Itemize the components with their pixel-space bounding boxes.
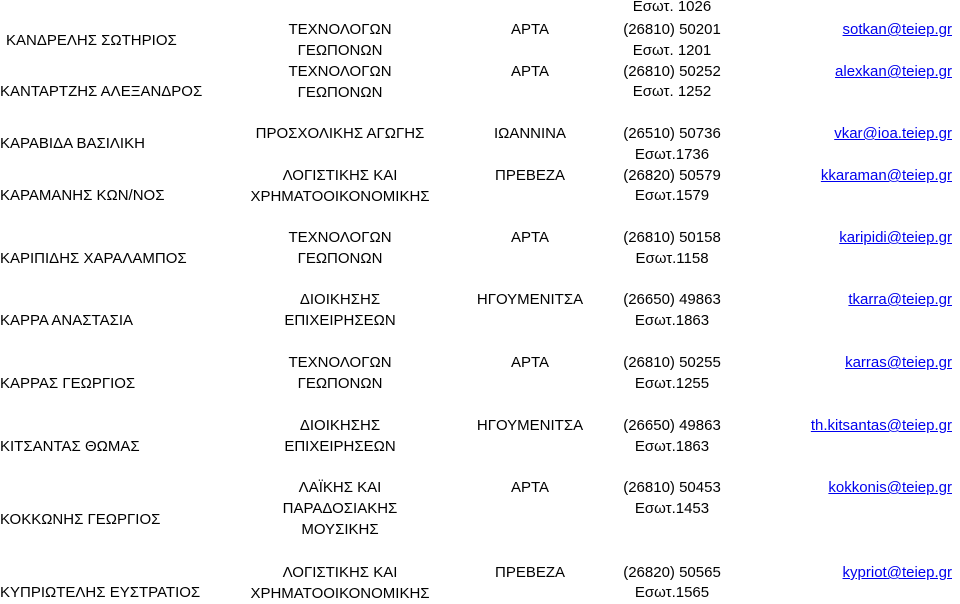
email-link[interactable]: karras@teiep.gr [845,354,952,371]
staff-name: ΚΑΝΤΑΡΤΖΗΣ ΑΛΕΞΑΝΔΡΟΣ [0,83,203,100]
staff-name: ΚΑΝΔΡΕΛΗΣ ΣΩΤΗΡΙΟΣ [6,32,177,49]
phone-extension: Εσωτ.1736 [634,146,710,163]
phone-extension: Εσωτ. 1026 [632,0,712,15]
department-line: ΛΑΪΚΗΣ ΚΑΙ [298,479,382,496]
staff-name: ΚΑΡΡΑΣ ΓΕΩΡΓΙΟΣ [0,375,136,392]
city: ΑΡΤΑ [510,354,550,371]
phone-extension: Εσωτ.1863 [634,312,710,329]
staff-name: ΚΑΡΑΜΑΝΗΣ ΚΩΝ/ΝΟΣ [0,187,165,204]
department-line: ΤΕΧΝΟΛΟΓΩΝ [288,21,392,38]
department-line: ΤΕΧΝΟΛΟΓΩΝ [288,354,392,371]
staff-name: ΚΑΡΙΠΙΔΗΣ ΧΑΡΑΛΑΜΠΟΣ [0,250,187,267]
department-line: ΧΡΗΜΑΤΟΟΙΚΟΝΟΜΙΚΗΣ [250,585,430,602]
department-line: ΤΕΧΝΟΛΟΓΩΝ [288,63,392,80]
department-line: ΔΙΟΙΚΗΣΗΣ [299,291,381,308]
department-line: ΧΡΗΜΑΤΟΟΙΚΟΝΟΜΙΚΗΣ [250,188,430,205]
phone-number: (26650) 49863 [623,417,721,434]
staff-name: ΚΑΡΡΑ ΑΝΑΣΤΑΣΙΑ [0,312,134,329]
phone-number: (26820) 50579 [623,167,721,184]
department-line: ΤΕΧΝΟΛΟΓΩΝ [288,229,392,246]
city: ΑΡΤΑ [510,229,550,246]
phone-number: (26650) 49863 [623,291,721,308]
email-link[interactable]: kokkonis@teiep.gr [828,479,952,496]
department-line: ΓΕΩΠΟΝΩΝ [297,375,383,392]
phone-number: (26510) 50736 [623,125,721,142]
department-line: ΓΕΩΠΟΝΩΝ [297,84,383,101]
phone-extension: Εσωτ.1579 [634,187,710,204]
email-link[interactable]: kkaraman@teiep.gr [820,167,952,184]
email-link[interactable]: tkarra@teiep.gr [848,291,952,308]
phone-number: (26810) 50158 [623,229,721,246]
city: ΑΡΤΑ [510,63,550,80]
department-line: ΛΟΓΙΣΤΙΚΗΣ ΚΑΙ [282,564,398,581]
city: ΗΓΟΥΜΕΝΙΤΣΑ [476,291,584,308]
staff-name: ΚΟΚΚΩΝΗΣ ΓΕΩΡΓΙΟΣ [0,511,161,528]
phone-extension: Εσωτ.1565 [634,584,710,601]
email-link[interactable]: alexkan@teiep.gr [835,63,952,80]
city: ΠΡΕΒΕΖΑ [494,167,566,184]
department-line: ΕΠΙΧΕΙΡΗΣΕΩΝ [284,438,396,455]
city: ΗΓΟΥΜΕΝΙΤΣΑ [476,417,584,434]
email-link[interactable]: karipidi@teiep.gr [839,229,952,246]
phone-extension: Εσωτ. 1201 [632,42,712,59]
email-link[interactable]: kypriot@teiep.gr [842,564,952,581]
department-line: ΛΟΓΙΣΤΙΚΗΣ ΚΑΙ [282,167,398,184]
department-line: ΜΟΥΣΙΚΗΣ [301,521,379,538]
staff-name: ΚΥΠΡΙΩΤΕΛΗΣ ΕΥΣΤΡΑΤΙΟΣ [0,584,201,601]
department-line: ΔΙΟΙΚΗΣΗΣ [299,417,381,434]
phone-extension: Εσωτ.1255 [634,375,710,392]
staff-name: ΚΙΤΣΑΝΤΑΣ ΘΩΜΑΣ [0,438,140,455]
phone-extension: Εσωτ.1863 [634,438,710,455]
phone-extension: Εσωτ.1158 [635,250,709,267]
phone-extension: Εσωτ.1453 [634,500,710,517]
phone-number: (26810) 50252 [623,63,721,80]
phone-number: (26820) 50565 [623,564,721,581]
email-link[interactable]: vkar@ioa.teiep.gr [834,125,952,142]
department-line: ΓΕΩΠΟΝΩΝ [297,42,383,59]
department-line: ΠΡΟΣΧΟΛΙΚΗΣ ΑΓΩΓΗΣ [255,125,425,142]
staff-name: ΚΑΡΑΒΙΔΑ ΒΑΣΙΛΙΚΗ [0,135,145,152]
city: ΑΡΤΑ [510,21,550,38]
department-line: ΕΠΙΧΕΙΡΗΣΕΩΝ [284,312,396,329]
phone-number: (26810) 50201 [623,21,721,38]
phone-extension: Εσωτ. 1252 [632,83,712,100]
email-link[interactable]: th.kitsantas@teiep.gr [810,417,952,434]
city: ΑΡΤΑ [510,479,550,496]
phone-number: (26810) 50255 [623,354,721,371]
department-line: ΠΑΡΑΔΟΣΙΑΚΗΣ [282,500,398,517]
city: ΠΡΕΒΕΖΑ [494,564,566,581]
phone-number: (26810) 50453 [623,479,721,496]
city: ΙΩΑΝΝΙΝΑ [493,125,567,142]
email-link[interactable]: sotkan@teiep.gr [842,21,952,38]
department-line: ΓΕΩΠΟΝΩΝ [297,250,383,267]
